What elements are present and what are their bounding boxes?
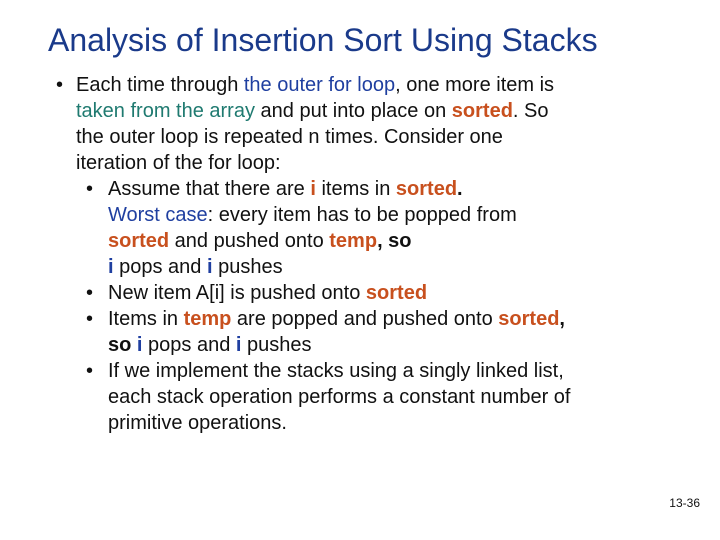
text-segment: are popped and pushed onto	[231, 308, 499, 330]
text-segment: : every item has to be popped from	[207, 204, 517, 226]
text-i: i	[206, 256, 213, 278]
sub-bullet-marker: •	[86, 178, 94, 200]
sub-bullet-marker: •	[86, 360, 94, 382]
text-i: i	[108, 256, 114, 278]
sub-bullet-4-line-2: each stack operation performs a constant number of	[108, 386, 571, 408]
page-number: 13-36	[669, 496, 700, 510]
text-i: i	[310, 178, 316, 200]
text-segment: Assume that there are	[108, 178, 311, 200]
sub-bullet-2-line-1	[108, 280, 427, 306]
text-sorted: sorted	[365, 282, 428, 304]
text-segment: pops and	[142, 334, 236, 356]
text-segment: pushes	[212, 256, 283, 278]
text-segment: Items in	[108, 308, 184, 330]
text-i: i	[235, 334, 242, 356]
text-segment: . So	[512, 100, 549, 122]
sub-bullet-1-line-4	[108, 254, 283, 280]
text-segment: and pushed onto	[169, 230, 330, 252]
sub-bullet-1-line-1	[108, 176, 463, 202]
text-sorted: sorted	[451, 100, 513, 122]
sub-bullet-4-line-1: If we implement the stacks using a singly linked list,	[108, 360, 564, 382]
text-segment: items in	[315, 178, 396, 200]
text-segment: ,	[559, 308, 565, 330]
sub-bullet-marker: •	[86, 282, 94, 304]
bullet-marker: •	[56, 74, 64, 96]
main-bullet-line-1	[76, 72, 554, 98]
text-segment: so	[108, 334, 137, 356]
text-sorted: sorted	[498, 308, 560, 330]
text-outer-for-loop: the outer for loop	[243, 74, 396, 96]
main-bullet-line-4: iteration of the for loop:	[76, 152, 281, 174]
text-segment: Each time through	[76, 74, 244, 96]
text-segment: pushes	[241, 334, 312, 356]
text-segment: New item A[i] is pushed onto	[108, 282, 366, 304]
text-segment: and put into place on	[254, 100, 452, 122]
text-temp: temp	[183, 308, 232, 330]
text-sorted: sorted	[395, 178, 458, 200]
text-segment: , so	[377, 230, 412, 252]
sub-bullet-4-line-3: primitive operations.	[108, 412, 287, 434]
sub-bullet-1-line-3	[108, 228, 412, 254]
text-temp: temp	[329, 230, 378, 252]
sub-bullet-1-line-2	[108, 202, 517, 228]
text-i: i	[136, 334, 143, 356]
text-segment: , one more item is	[395, 74, 555, 96]
sub-bullet-3-line-2	[108, 332, 312, 358]
text-worst-case: Worst case	[108, 204, 208, 226]
text-segment: pops and	[113, 256, 207, 278]
main-bullet-line-2	[76, 98, 549, 124]
slide-title: Analysis of Insertion Sort Using Stacks	[48, 22, 598, 58]
text-segment: .	[457, 178, 463, 200]
text-taken-from-array: taken from the array	[76, 100, 255, 122]
sub-bullet-marker: •	[86, 308, 94, 330]
sub-bullet-3-line-1	[108, 306, 565, 332]
main-bullet-line-3: the outer loop is repeated n times. Consider one	[76, 126, 503, 148]
text-sorted: sorted	[108, 230, 170, 252]
